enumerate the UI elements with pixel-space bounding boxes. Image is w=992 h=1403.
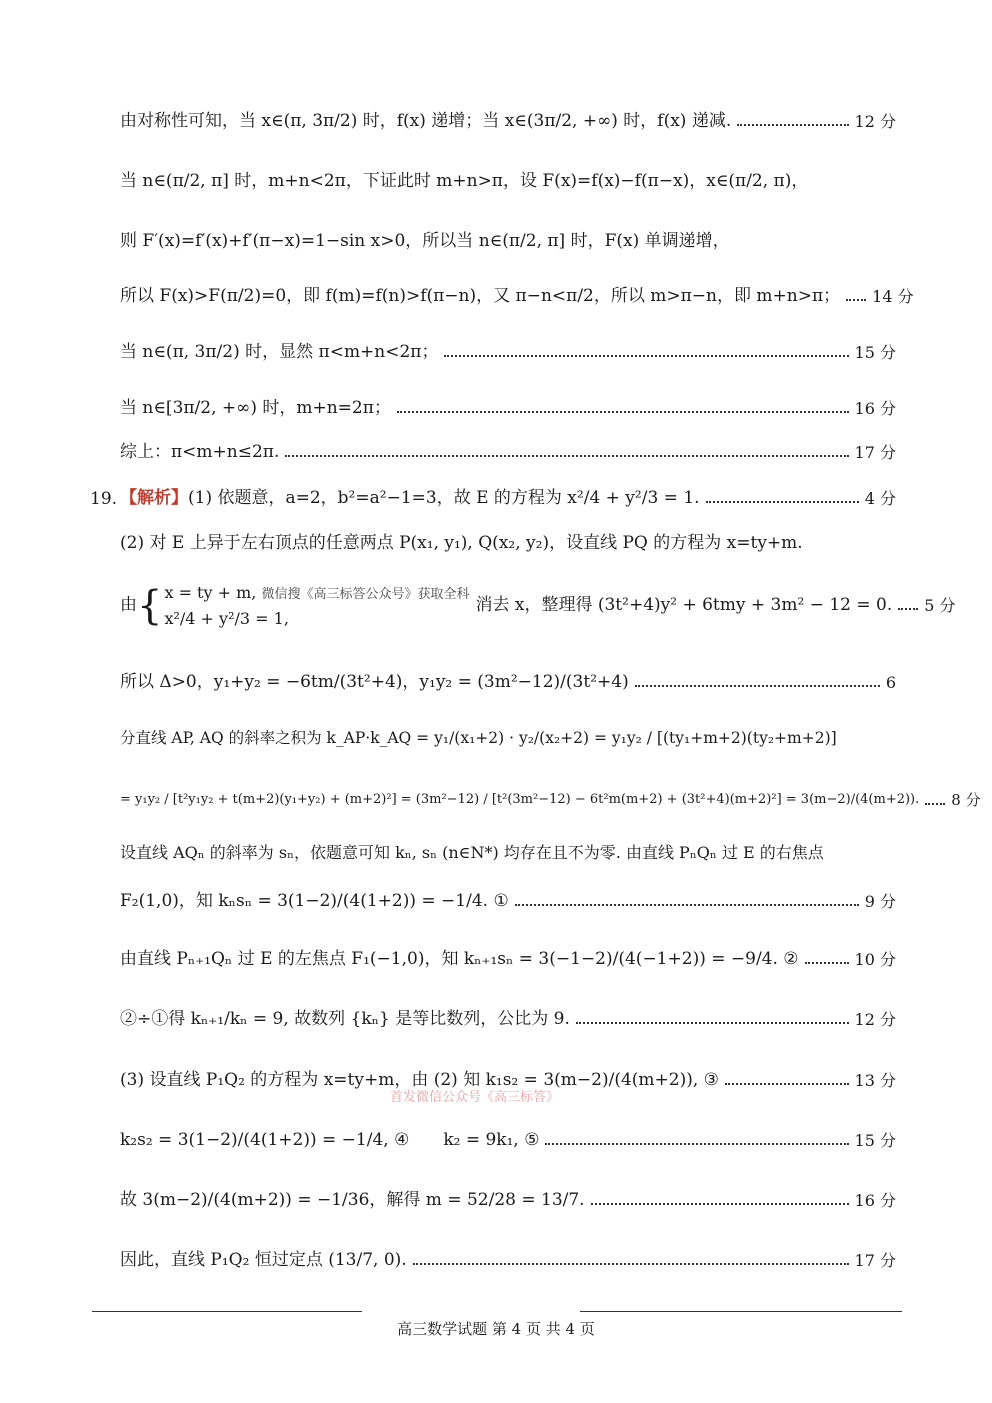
question-number: 19. (90, 489, 118, 509)
leader-dots (725, 1083, 849, 1085)
leader-dots (515, 904, 859, 906)
watermark-text: 微信搜《高三标答公众号》获取全科 (261, 587, 470, 603)
footer-divider (92, 1311, 362, 1312)
leader-dots (805, 962, 849, 964)
solution-line: k₂s₂ = 3(1−2)/(4(1+2)) = −1/4, ④ k₂ = 9k₁, ⑤ 15 分 (120, 1130, 896, 1150)
leader-dots (737, 124, 848, 126)
leader-dots (444, 355, 848, 357)
page-footer: 高三数学试题 第 4 页 共 4 页 (397, 1320, 595, 1338)
solution-line: ②÷①得 kₙ₊₁/kₙ = 9, 故数列 {kₙ} 是等比数列，公比为 9. 12 分 (120, 1009, 896, 1029)
leader-dots (591, 1203, 849, 1205)
footer-divider (580, 1311, 902, 1312)
leader-dots (706, 501, 859, 503)
solution-line: 当 n∈(π, 3π/2) 时，显然 π<m+n<2π； 15 分 (120, 342, 896, 362)
analysis-tag: 【解析】 (120, 488, 188, 508)
leader-dots (898, 608, 918, 610)
watermark-text: 首发微信公众号《高三标答》 (390, 1090, 560, 1105)
solution-line: 故 3(m−2)/(4(m+2)) = −1/36，解得 m = 52/28 = 13/7. 16 分 (120, 1190, 896, 1210)
solution-line: 当 n∈(π/2, π] 时，m+n<2π，下证此时 m+n>π，设 F(x)=f(x)−f(π−x)，x∈(π/2, π)， (120, 171, 809, 191)
leader-dots (925, 803, 945, 805)
solution-line: 分直线 AP, AQ 的斜率之积为 k_AP·k_AQ = y₁/(x₁+2) · y₂/(x₂+2) = y₁y₂ / [(ty₁+m+2)(ty₂+m+2)] (120, 729, 837, 747)
solution-line: 由对称性可知，当 x∈(π, 3π/2) 时，f(x) 递增；当 x∈(3π/2, +∞) 时，f(x) 递减. 12 分 (120, 111, 896, 131)
leader-dots (285, 455, 848, 457)
solution-line: 因此，直线 P₁Q₂ 恒过定点 (13/7, 0). 17 分 (120, 1250, 896, 1270)
solution-line: 【解析】 (1) 依题意，a=2，b²=a²−1=3，故 E 的方程为 x²/4 + y²/3 = 1. 4 分 (120, 488, 896, 508)
leader-dots (576, 1022, 849, 1024)
solution-line: 则 F′(x)=f′(x)+f′(π−x)=1−sin x>0，所以当 n∈(π/2, π] 时，F(x) 单调递增， (120, 231, 730, 251)
solution-line: (3) 设直线 P₁Q₂ 的方程为 x=ty+m，由 (2) 知 k₁s₂ = 3(m−2)/(4(m+2)), ③ 13 分 (120, 1070, 896, 1090)
leader-dots (413, 1263, 849, 1265)
equation-system: x = ty + m, 微信搜《高三标答公众号》获取全科 x²/4 + y²/3 = 1, (164, 583, 470, 629)
leader-dots (635, 685, 880, 687)
solution-line: 当 n∈[3π/2, +∞) 时，m+n=2π； 16 分 (120, 398, 896, 418)
solution-line: 所以 F(x)>F(π/2)=0，即 f(m)=f(n)>f(π−n)，又 π−n<π/2，所以 m>π−n，即 m+n>π； 14 分 (120, 286, 914, 306)
solution-line: 设直线 AQₙ 的斜率为 sₙ，依题意可知 kₙ, sₙ (n∈N*) 均存在且不为零. 由直线 PₙQₙ 过 E 的右焦点 (120, 843, 824, 862)
solution-line: = y₁y₂ / [t²y₁y₂ + t(m+2)(y₁+y₂) + (m+2)²] = (3m²−12) / [t²(3m²−12) − 6t²m(m+2) + (3t²+4)(m+2)²] = 3(m−2)/(4(m+2)). 8 分 (120, 791, 981, 809)
solution-line: (2) 对 E 上异于左右顶点的任意两点 P(x₁, y₁), Q(x₂, y₂)，设直线 PQ 的方程为 x=ty+m. (120, 533, 803, 553)
solution-line: 由直线 Pₙ₊₁Qₙ 过 E 的左焦点 F₁(−1,0)，知 kₙ₊₁sₙ = 3(−1−2)/(4(−1+2)) = −9/4. ② 10 分 (120, 949, 896, 969)
leader-dots (846, 299, 866, 301)
left-brace-icon: { (137, 583, 163, 629)
solution-line: 综上：π<m+n≤2π. 17 分 (120, 442, 896, 462)
solution-line: F₂(1,0)，知 kₙsₙ = 3(1−2)/(4(1+2)) = −1/4. ① 9 分 (120, 891, 896, 911)
leader-dots (397, 411, 849, 413)
leader-dots (545, 1143, 848, 1145)
equation-system-line: 由 { x = ty + m, 微信搜《高三标答公众号》获取全科 x²/4 + y²/3 = 1, 消去 x，整理得 (3t²+4)y² + 6tmy + 3m² − 12 = 0. 5 分 (120, 570, 896, 642)
solution-line: 所以 Δ>0，y₁+y₂ = −6tm/(3t²+4)，y₁y₂ = (3m²−12)/(3t²+4) 6 (120, 672, 896, 692)
